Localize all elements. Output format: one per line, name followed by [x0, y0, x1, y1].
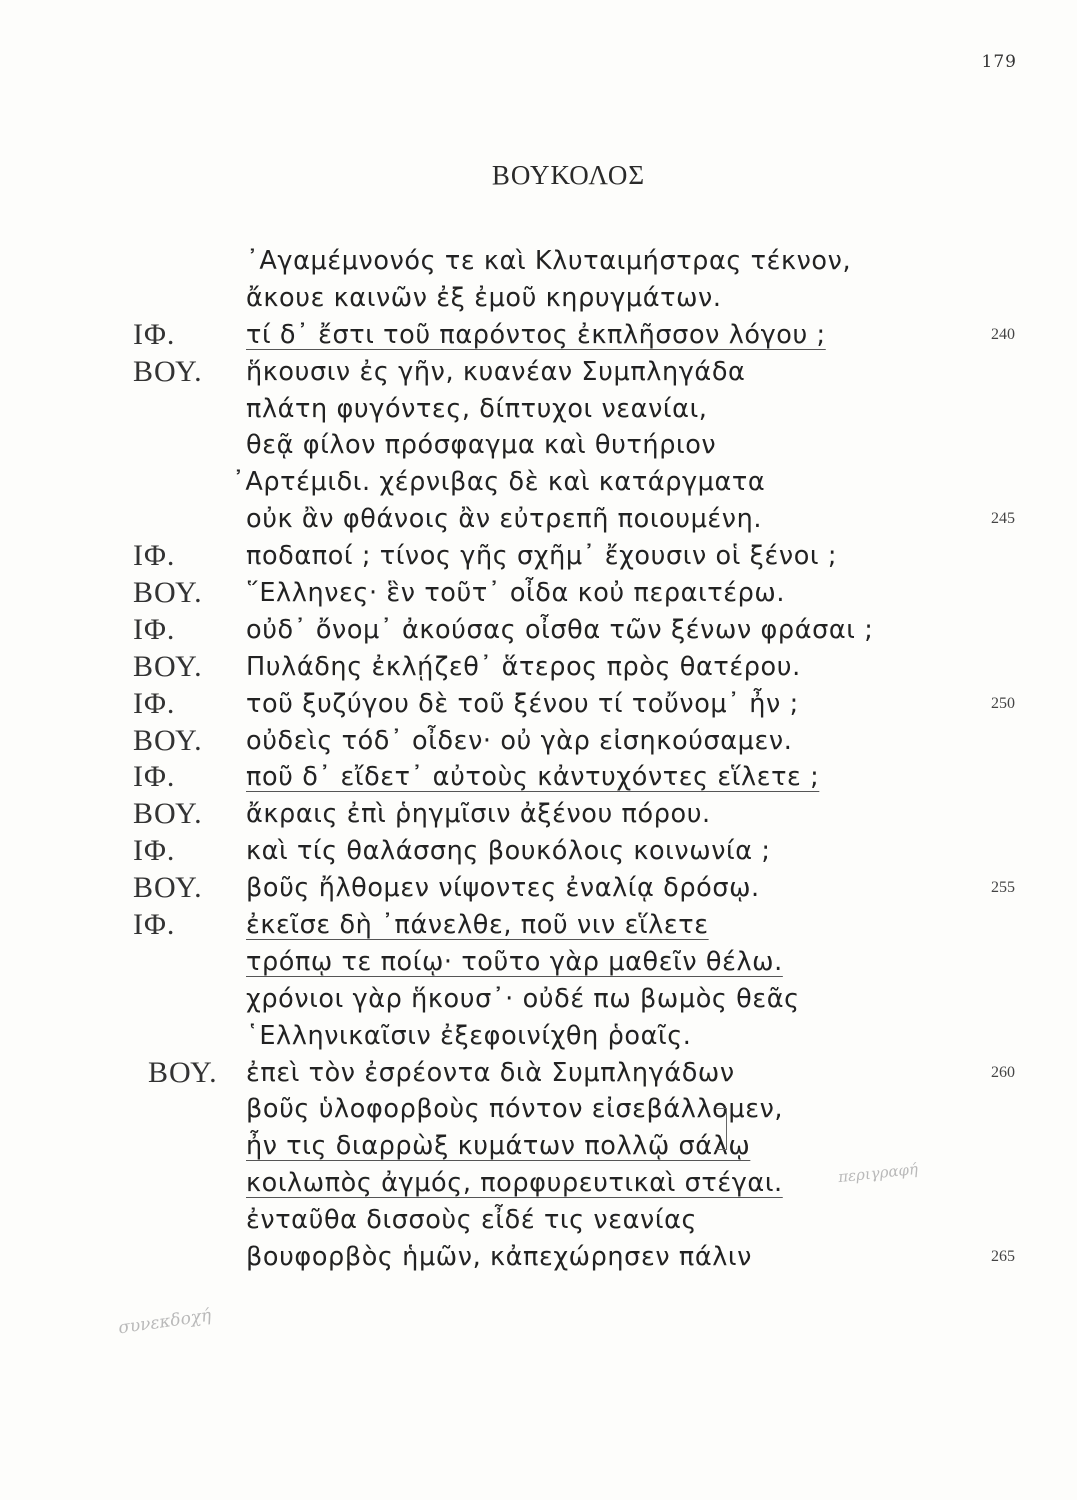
verse-text: ἄκουε καινῶν ἐξ ἐμοῦ κηρυγμάτων.	[246, 282, 722, 313]
verse-line	[0, 575, 1077, 612]
speaker-label: ΙΦ.	[133, 908, 176, 942]
verse-text: κοιλωπὸς ἀγμός, πορφυρευτικαὶ στέγαι.	[246, 1168, 783, 1199]
verse-line	[0, 686, 1077, 723]
verse-text: πλάτη φυγόντες, δίπτυχοι νεανίαι,	[246, 393, 708, 424]
page-number: 179	[981, 52, 1017, 72]
speaker-label: ΒΟΥ.	[133, 797, 203, 831]
verse-text: τοῦ ξυζύγου δὲ τοῦ ξένου τί τοὔνομ᾿ ἦν ;	[246, 688, 799, 719]
verse-text: τρόπῳ τε ποίῳ· τοῦτο γὰρ μαθεῖν θέλω.	[246, 946, 783, 977]
line-number: 245	[991, 510, 1015, 528]
verse-line	[0, 243, 1077, 280]
verse-text: βοῦς ἤλθομεν νίψοντες ἐναλίᾳ δρόσῳ.	[246, 873, 760, 904]
verse-line	[0, 981, 1077, 1018]
verse-text: ῾Ελληνικαῖσιν ἐξεφοινίχθη ῥοαῖς.	[246, 1020, 692, 1051]
verse-text: καὶ τίς θαλάσσης βουκόλοις κοινωνία ;	[246, 836, 771, 867]
verse-text: ᾿Αρτέμιδι. χέρνιβας δὲ καὶ κατάργματα	[232, 467, 766, 498]
verse-text: Πυλάδης ἐκλῄζεθ᾿ ἅτερος πρὸς θατέρου.	[246, 651, 801, 682]
line-number: 260	[991, 1063, 1015, 1081]
verse-line	[0, 501, 1077, 538]
verse-text: βουφορβὸς ἡμῶν, κἀπεχώρησεν πάλιν	[246, 1242, 753, 1273]
verse-line	[0, 427, 1077, 464]
verse-text: ἐνταῦθα δισσοὺς εἶδέ τις νεανίας	[246, 1205, 698, 1236]
verse-line	[0, 723, 1077, 760]
verse-line	[0, 1239, 1077, 1276]
verse-line	[0, 944, 1077, 981]
verse-line	[0, 391, 1077, 428]
line-number: 240	[991, 325, 1015, 343]
speaker-label: ΙΦ.	[133, 317, 176, 351]
speaker-label: ΙΦ.	[133, 686, 176, 720]
verse-line	[0, 907, 1077, 944]
verse-text: βοῦς ὑλοφορβοὺς πόντον εἰσεβάλλομεν,	[246, 1094, 784, 1125]
verse-line	[0, 1055, 1077, 1092]
verse-text: ᾿Αγαμέμνονός τε καὶ Κλυταιμήστρας τέκνον,	[246, 246, 852, 276]
verse-line	[0, 354, 1077, 391]
speaker-label: ΒΟΥ.	[133, 649, 203, 683]
verse-line	[0, 317, 1077, 354]
verse-text: ποδαποί ; τίνος γῆς σχῆμ᾿ ἔχουσιν οἱ ξένοι ;	[246, 541, 838, 572]
speaker-label: ΙΦ.	[133, 539, 176, 573]
verse-text: οὐδ᾿ ὄνομ᾿ ἀκούσας οἶσθα τῶν ξένων φράσαι ;	[246, 614, 874, 645]
verse-line	[0, 538, 1077, 575]
margin-note-left: συνεκδοχή	[117, 1305, 213, 1339]
verse-line	[0, 612, 1077, 649]
line-number: 255	[991, 879, 1015, 897]
speaker-label: ΙΦ.	[133, 612, 176, 646]
verse-text: θεᾷ φίλον πρόσφαγμα καὶ θυτήριον	[246, 430, 717, 461]
verse-line	[0, 1091, 1077, 1128]
verse-text: ἄκραις ἐπὶ ῥηγμῖσιν ἀξένου πόρου.	[246, 799, 711, 830]
verse-text: ῞Ελληνες· ἓν τοῦτ᾿ οἶδα κοὐ περαιτέρω.	[246, 578, 786, 609]
verse-text: ἦν τις διαρρὼξ κυμάτων πολλῷ σάλῳ	[246, 1131, 751, 1162]
line-number: 265	[991, 1248, 1015, 1266]
verse-block	[0, 243, 1077, 1276]
speaker-label: ΒΟΥ.	[133, 723, 203, 757]
speaker-label: ΒΟΥ.	[133, 871, 203, 905]
verse-line	[0, 1202, 1077, 1239]
speaker-label: ΒΟΥ.	[148, 1055, 218, 1089]
speaker-label: ΒΟΥ.	[133, 576, 203, 610]
speaker-label: ΒΟΥ.	[133, 354, 203, 388]
speaker-label: ΙΦ.	[133, 834, 176, 868]
verse-text: οὐκ ἂν φθάνοις ἂν εὐτρεπῆ ποιουμένη.	[246, 504, 763, 535]
verse-line	[0, 649, 1077, 686]
verse-line	[0, 796, 1077, 833]
verse-text: ἥκουσιν ἐς γῆν, κυανέαν Συμπληγάδα	[246, 356, 746, 387]
speaker-label: ΙΦ.	[133, 760, 176, 794]
verse-text: χρόνιοι γὰρ ἥκουσ᾿· οὐδέ πω βωμὸς θεᾶς	[246, 983, 800, 1014]
margin-note-right: περιγραφή	[837, 1159, 919, 1187]
pencil-bracket	[716, 1108, 727, 1150]
verse-line	[0, 280, 1077, 317]
verse-line	[0, 833, 1077, 870]
verse-line	[0, 464, 1077, 501]
verse-line	[0, 1018, 1077, 1055]
verse-line	[0, 759, 1077, 796]
verse-text: ἐπεὶ τὸν ἐσρέοντα διὰ Συμπληγάδων	[246, 1057, 735, 1088]
line-number: 250	[991, 694, 1015, 712]
section-heading: ΒΟΥΚΟΛΟΣ	[491, 160, 646, 190]
verse-text: οὐδεὶς τόδ᾿ οἶδεν· οὐ γὰρ εἰσηκούσαμεν.	[246, 725, 793, 756]
verse-text: τί δ᾿ ἔστι τοῦ παρόντος ἐκπλῆσσον λόγου ;	[246, 319, 826, 350]
verse-text: ἐκεῖσε δὴ ᾿πάνελθε, ποῦ νιν εἵλετε	[246, 910, 709, 941]
verse-text: ποῦ δ᾿ εἴδετ᾿ αὐτοὺς κἀντυχόντες εἵλετε ;	[246, 762, 820, 793]
verse-line	[0, 870, 1077, 907]
